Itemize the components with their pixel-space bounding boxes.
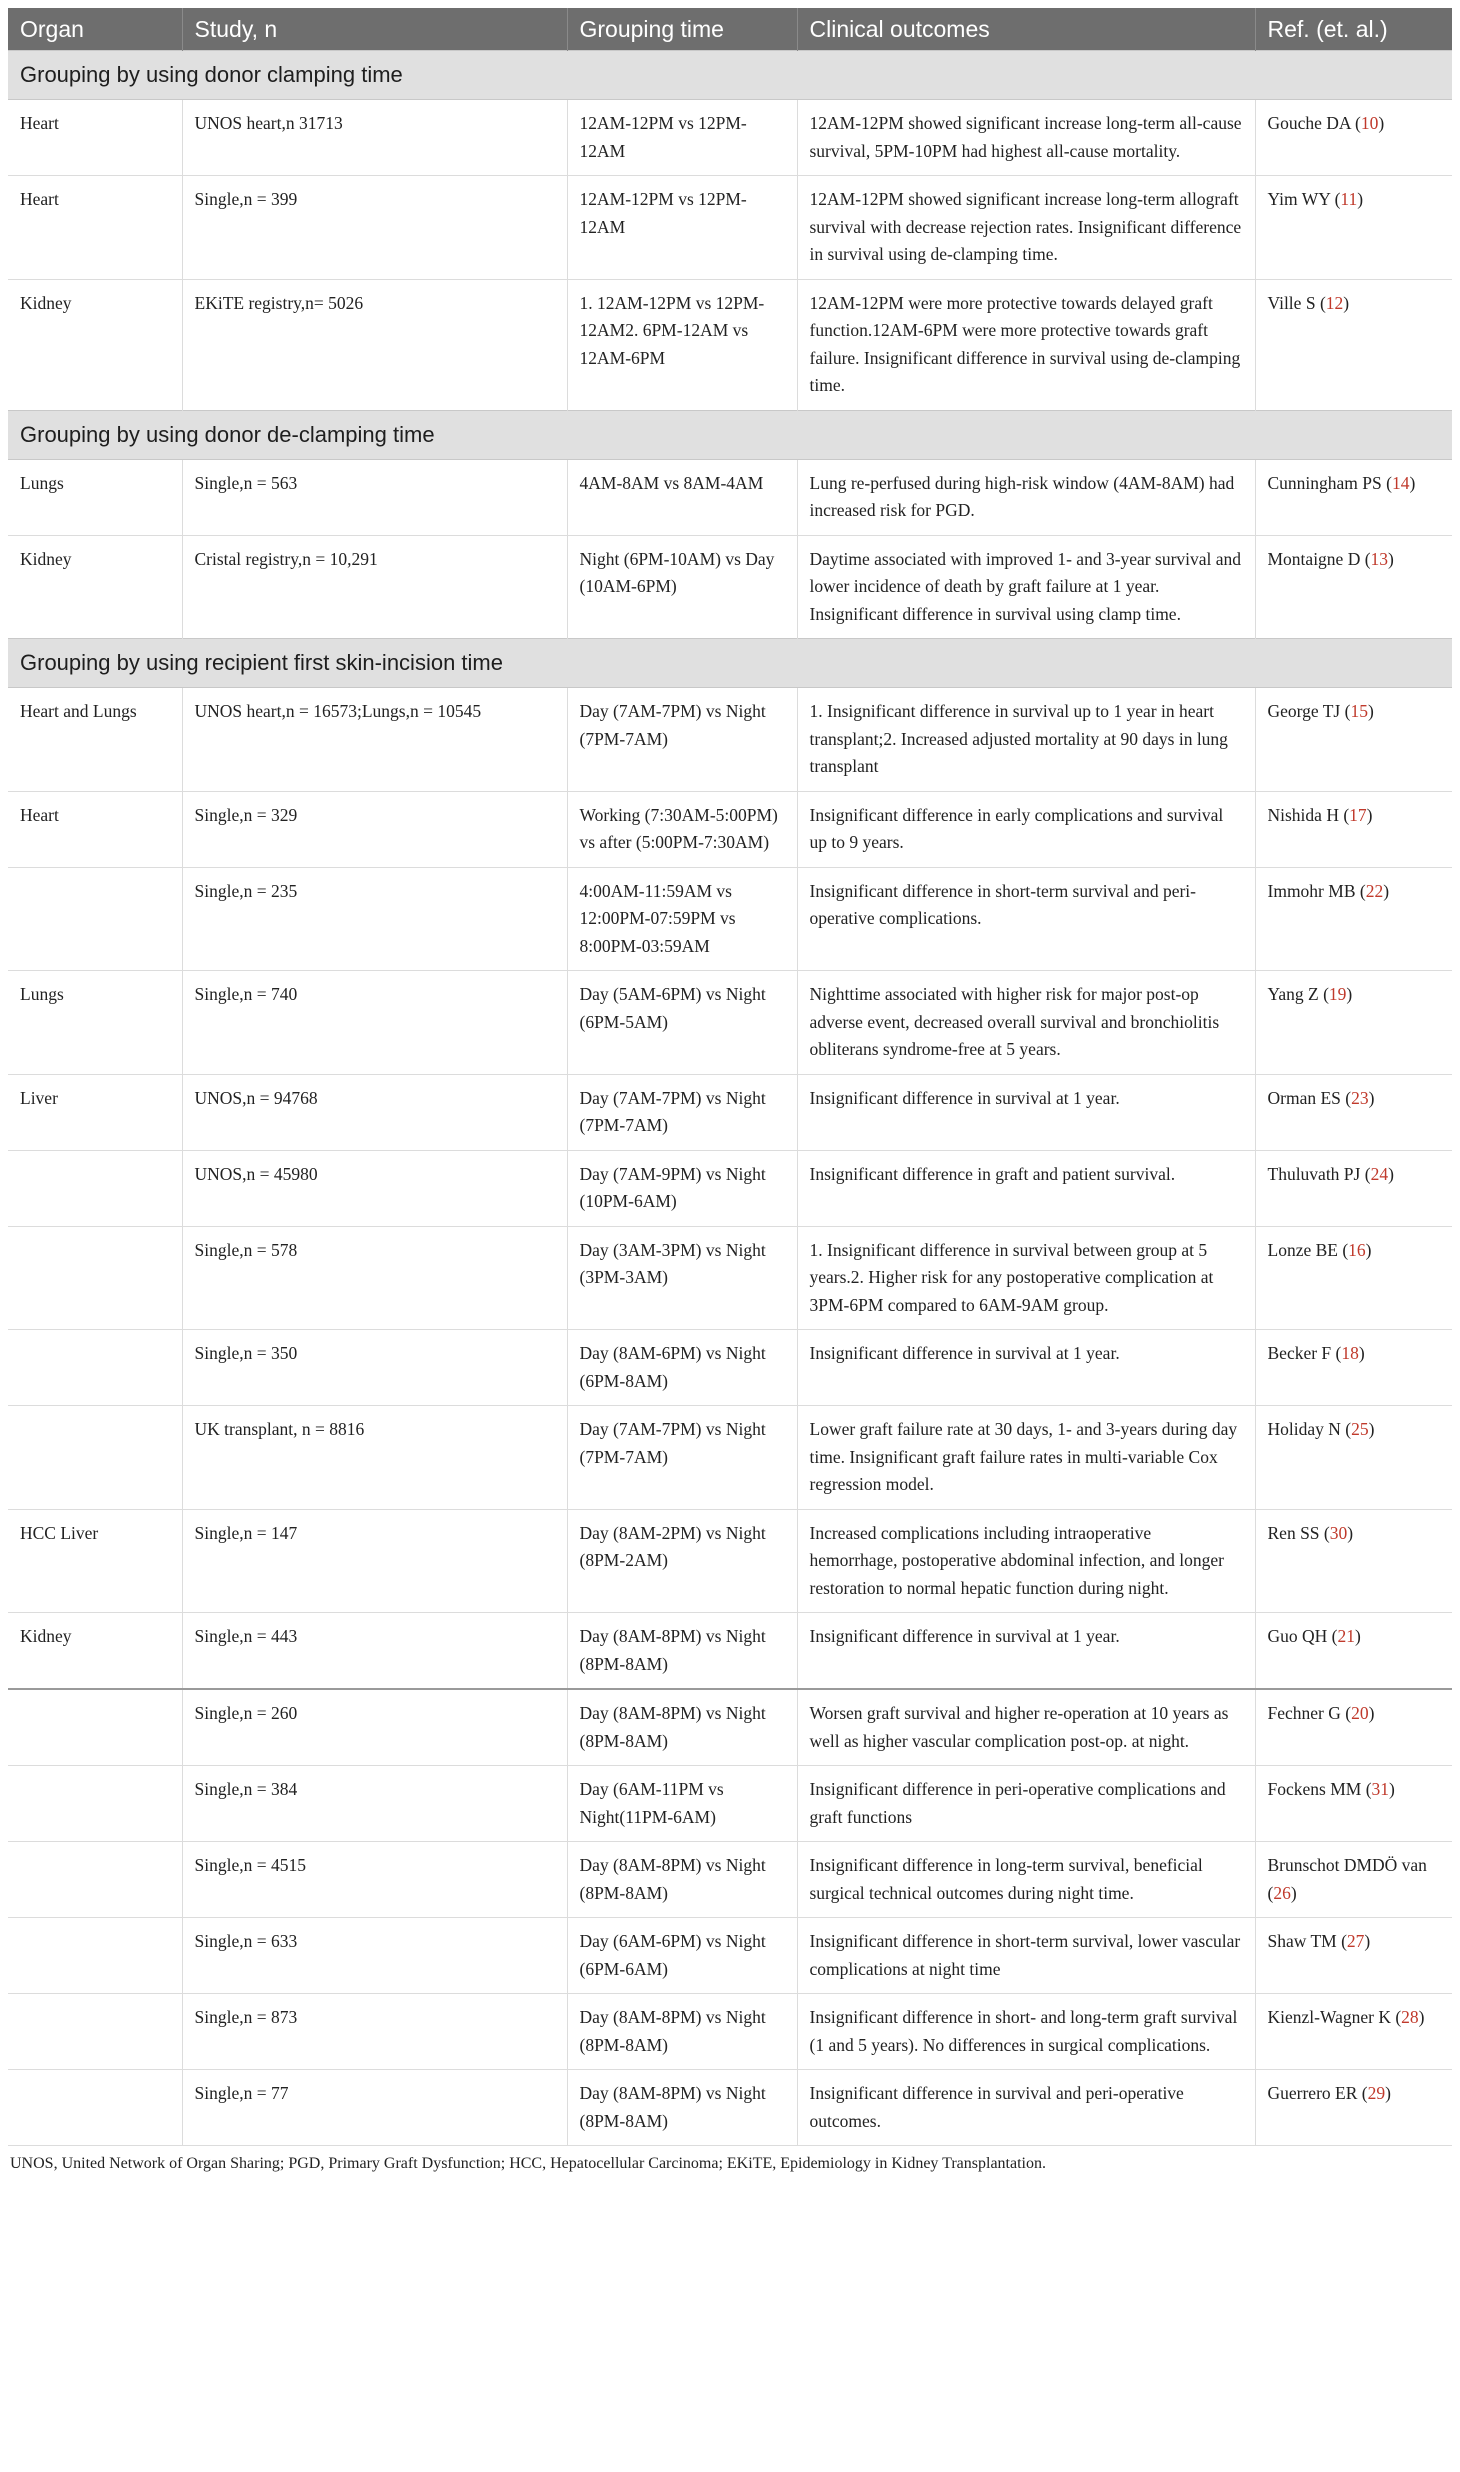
reference-author: Guo QH: [1267, 1626, 1328, 1646]
reference-author: Nishida H: [1267, 804, 1339, 825]
cell-grouping-time: 12AM-12PM vs 12PM-12AM: [567, 176, 797, 280]
cell-clinical-outcome: Lung re-perfused during high-risk window (4AM-8AM) had increased risk for PGD.: [797, 459, 1255, 535]
cell-study: Single,n = 329: [182, 791, 567, 867]
reference-number-link[interactable]: 16: [1348, 1239, 1366, 1260]
cell-study: Single,n = 147: [182, 1509, 567, 1613]
cell-grouping-time: Day (6AM-11PM vs Night(11PM-6AM): [567, 1766, 797, 1842]
cell-reference: Nishida H (17): [1255, 791, 1452, 867]
table-row: [8, 1918, 1452, 1994]
cell-reference: Ren SS (30): [1255, 1509, 1452, 1613]
cell-organ: [8, 2070, 182, 2146]
cell-clinical-outcome: Nighttime associated with higher risk for major post-op adverse event, decreased overall survival and bronchiolitis obliterans syndrome-free at 5 years.: [797, 971, 1255, 1075]
table-header: [8, 8, 1452, 51]
reference-number-link[interactable]: 28: [1401, 2007, 1419, 2027]
cell-clinical-outcome: Insignificant difference in survival and peri-operative outcomes.: [797, 2070, 1255, 2146]
reference-author: Guerrero ER: [1267, 2083, 1358, 2103]
cell-clinical-outcome: 1. Insignificant difference in survival up to 1 year in heart transplant;2. Increased adjusted mortality at 90 days in lung transplant: [797, 688, 1255, 792]
cell-organ: Heart: [8, 100, 182, 176]
table-row: [8, 1994, 1452, 2070]
cell-organ: [8, 1406, 182, 1510]
reference-author: Gouche DA: [1267, 113, 1351, 133]
cell-clinical-outcome: Insignificant difference in early complications and survival up to 9 years.: [797, 791, 1255, 867]
reference-number-link[interactable]: 15: [1350, 701, 1368, 721]
reference-number-link[interactable]: 12: [1325, 292, 1344, 313]
cell-clinical-outcome: Insignificant difference in survival at 1 year.: [797, 1613, 1255, 1690]
cell-grouping-time: 12AM-12PM vs 12PM-12AM: [567, 100, 797, 176]
cell-clinical-outcome: Daytime associated with improved 1- and 3-year survival and lower incidence of death by graft failure at 1 year. Insignificant difference in survival using clamp time.: [797, 535, 1255, 639]
reference-author: Fockens MM: [1267, 1779, 1362, 1799]
cell-reference: Ville S (12): [1255, 279, 1452, 410]
cell-study: Single,n = 260: [182, 1689, 567, 1766]
cell-organ: Kidney: [8, 535, 182, 639]
cell-study: Single,n = 384: [182, 1766, 567, 1842]
reference-author: Brunschot DMDÖ van: [1267, 1855, 1427, 1875]
cell-grouping-time: Day (8AM-6PM) vs Night (6PM-8AM): [567, 1330, 797, 1406]
cell-organ: [8, 1842, 182, 1918]
reference-number-link[interactable]: 14: [1391, 472, 1410, 493]
cell-organ: Liver: [8, 1074, 182, 1150]
cell-organ: [8, 1689, 182, 1766]
cell-grouping-time: Night (6PM-10AM) vs Day (10AM-6PM): [567, 535, 797, 639]
cell-study: Single,n = 578: [182, 1226, 567, 1330]
cell-clinical-outcome: Insignificant difference in graft and patient survival.: [797, 1150, 1255, 1226]
cell-reference: Guo QH (21): [1255, 1613, 1452, 1690]
cell-clinical-outcome: Worsen graft survival and higher re-operation at 10 years as well as higher vascular complication post-op. at night.: [797, 1689, 1255, 1766]
document: [8, 8, 1452, 2173]
reference-number-link[interactable]: 25: [1351, 1419, 1369, 1439]
header-reference: Ref. (et. al.): [1255, 8, 1452, 51]
group-title: Grouping by using donor de-clamping time: [8, 410, 1452, 459]
table-row: [8, 1226, 1452, 1330]
group-header-row: [8, 639, 1452, 688]
table-row: [8, 1509, 1452, 1613]
cell-study: Single,n = 350: [182, 1330, 567, 1406]
reference-number-link[interactable]: 31: [1371, 1779, 1390, 1799]
cell-grouping-time: Day (8AM-8PM) vs Night (8PM-8AM): [567, 1842, 797, 1918]
cell-study: Single,n = 633: [182, 1918, 567, 1994]
cell-study: UNOS,n = 45980: [182, 1150, 567, 1226]
cell-clinical-outcome: Insignificant difference in short-term survival and peri-operative complications.: [797, 867, 1255, 971]
group-title: Grouping by using recipient first skin-incision time: [8, 639, 1452, 688]
table-row: [8, 971, 1452, 1075]
reference-number-link[interactable]: 13: [1370, 548, 1389, 569]
cell-study: Single,n = 740: [182, 971, 567, 1075]
cell-grouping-time: Day (7AM-7PM) vs Night (7PM-7AM): [567, 1406, 797, 1510]
cell-reference: Shaw TM (27): [1255, 1918, 1452, 1994]
cell-reference: Thuluvath PJ (24): [1255, 1150, 1452, 1226]
cell-grouping-time: Day (7AM-7PM) vs Night (7PM-7AM): [567, 1074, 797, 1150]
reference-author: Holiday N: [1267, 1419, 1341, 1439]
table-row: [8, 535, 1452, 639]
cell-grouping-time: Working (7:30AM-5:00PM) vs after (5:00PM-7:30AM): [567, 791, 797, 867]
table-row: [8, 2070, 1452, 2146]
cell-grouping-time: Day (8AM-8PM) vs Night (8PM-8AM): [567, 1994, 797, 2070]
cell-clinical-outcome: 12AM-12PM showed significant increase long-term allograft survival with decrease rejection rates. Insignificant difference in survival using de-clamping time.: [797, 176, 1255, 280]
studies-table: [8, 8, 1452, 2146]
table-footnote: UNOS, United Network of Organ Sharing; PGD, Primary Graft Dysfunction; HCC, Hepatocellular Carcinoma; EKiTE, Epidemiology in Kidney Transplantation.: [10, 2155, 1046, 2172]
reference-author: Yang Z: [1267, 984, 1319, 1004]
cell-organ: [8, 867, 182, 971]
cell-grouping-time: 4AM-8AM vs 8AM-4AM: [567, 459, 797, 535]
reference-author: George TJ: [1267, 701, 1341, 721]
reference-number-link[interactable]: 21: [1337, 1626, 1355, 1646]
reference-number-link[interactable]: 19: [1328, 984, 1347, 1004]
cell-grouping-time: Day (7AM-7PM) vs Night (7PM-7AM): [567, 688, 797, 792]
reference-author: Shaw TM: [1267, 1931, 1337, 1951]
header-clinical-outcomes: Clinical outcomes: [797, 8, 1255, 51]
cell-study: Single,n = 563: [182, 459, 567, 535]
reference-author: Ville S: [1267, 292, 1316, 313]
cell-reference: Montaigne D (13): [1255, 535, 1452, 639]
cell-clinical-outcome: Insignificant difference in long-term survival, beneficial surgical technical outcomes during night time.: [797, 1842, 1255, 1918]
cell-clinical-outcome: Increased complications including intraoperative hemorrhage, postoperative abdominal infection, and longer restoration to normal hepatic function during night.: [797, 1509, 1255, 1613]
cell-reference: Guerrero ER (29): [1255, 2070, 1452, 2146]
table-row: [8, 1842, 1452, 1918]
cell-organ: [8, 1994, 182, 2070]
table-row: [8, 867, 1452, 971]
table-row: [8, 176, 1452, 280]
cell-reference: Cunningham PS (14): [1255, 459, 1452, 535]
cell-clinical-outcome: Insignificant difference in peri-operative complications and graft functions: [797, 1766, 1255, 1842]
cell-grouping-time: Day (8AM-8PM) vs Night (8PM-8AM): [567, 1689, 797, 1766]
reference-number-link[interactable]: 11: [1340, 189, 1358, 209]
reference-author: Becker F: [1267, 1343, 1332, 1363]
cell-reference: Fechner G (20): [1255, 1689, 1452, 1766]
cell-grouping-time: Day (5AM-6PM) vs Night (6PM-5AM): [567, 971, 797, 1075]
reference-author: Orman ES: [1267, 1087, 1341, 1108]
reference-number-link[interactable]: 22: [1365, 880, 1384, 901]
reference-number-link[interactable]: 26: [1273, 1882, 1291, 1903]
reference-number-link[interactable]: 17: [1349, 804, 1367, 825]
reference-author: Immohr MB: [1267, 880, 1356, 901]
cell-study: Single,n = 443: [182, 1613, 567, 1690]
cell-organ: [8, 1918, 182, 1994]
reference-number-link[interactable]: 24: [1370, 1163, 1389, 1184]
reference-number-link[interactable]: 18: [1341, 1343, 1359, 1363]
cell-grouping-time: 1. 12AM-12PM vs 12PM-12AM2. 6PM-12AM vs 12AM-6PM: [567, 279, 797, 410]
reference-author: Montaigne D: [1267, 548, 1361, 569]
cell-grouping-time: Day (3AM-3PM) vs Night (3PM-3AM): [567, 1226, 797, 1330]
cell-clinical-outcome: Insignificant difference in survival at 1 year.: [797, 1330, 1255, 1406]
cell-reference: Lonze BE (16): [1255, 1226, 1452, 1330]
table-row: [8, 688, 1452, 792]
table-row: [8, 1074, 1452, 1150]
cell-study: UNOS heart,n = 16573;Lungs,n = 10545: [182, 688, 567, 792]
reference-author: Fechner G: [1267, 1703, 1341, 1723]
header-study: Study, n: [182, 8, 567, 51]
cell-reference: Orman ES (23): [1255, 1074, 1452, 1150]
reference-author: Ren SS: [1267, 1522, 1320, 1543]
cell-study: Single,n = 873: [182, 1994, 567, 2070]
cell-study: Single,n = 4515: [182, 1842, 567, 1918]
table-row: [8, 459, 1452, 535]
reference-author: Cunningham PS: [1267, 472, 1382, 493]
cell-reference: Holiday N (25): [1255, 1406, 1452, 1510]
header-grouping-time: Grouping time: [567, 8, 797, 51]
cell-clinical-outcome: Insignificant difference in short-term survival, lower vascular complications at night time: [797, 1918, 1255, 1994]
group-header-row: [8, 410, 1452, 459]
cell-clinical-outcome: Insignificant difference in short- and long-term graft survival (1 and 5 years). No differences in surgical complications.: [797, 1994, 1255, 2070]
cell-organ: Heart and Lungs: [8, 688, 182, 792]
cell-clinical-outcome: 12AM-12PM showed significant increase long-term all-cause survival, 5PM-10PM had highest all-cause mortality.: [797, 100, 1255, 176]
table-row: [8, 1689, 1452, 1766]
cell-grouping-time: Day (7AM-9PM) vs Night (10PM-6AM): [567, 1150, 797, 1226]
header-organ: Organ: [8, 8, 182, 51]
cell-grouping-time: Day (6AM-6PM) vs Night (6PM-6AM): [567, 1918, 797, 1994]
reference-number-link[interactable]: 20: [1351, 1703, 1369, 1723]
cell-study: EKiTE registry,n= 5026: [182, 279, 567, 410]
cell-organ: Lungs: [8, 971, 182, 1075]
cell-reference: Yim WY (11): [1255, 176, 1452, 280]
cell-clinical-outcome: Lower graft failure rate at 30 days, 1- and 3-years during day time. Insignificant graft failure rates in multi-variable Cox regression model.: [797, 1406, 1255, 1510]
reference-author: Thuluvath PJ: [1267, 1163, 1361, 1184]
cell-reference: Immohr MB (22): [1255, 867, 1452, 971]
reference-number-link[interactable]: 30: [1329, 1522, 1348, 1543]
cell-organ: Lungs: [8, 459, 182, 535]
cell-organ: [8, 1150, 182, 1226]
group-title: Grouping by using donor clamping time: [8, 51, 1452, 100]
cell-grouping-time: Day (8AM-8PM) vs Night (8PM-8AM): [567, 2070, 797, 2146]
cell-organ: Kidney: [8, 279, 182, 410]
cell-grouping-time: 4:00AM-11:59AM vs 12:00PM-07:59PM vs 8:00PM-03:59AM: [567, 867, 797, 971]
cell-organ: Heart: [8, 791, 182, 867]
cell-grouping-time: Day (8AM-2PM) vs Night (8PM-2AM): [567, 1509, 797, 1613]
reference-number-link[interactable]: 29: [1367, 2083, 1386, 2103]
cell-study: Single,n = 235: [182, 867, 567, 971]
cell-reference: Becker F (18): [1255, 1330, 1452, 1406]
cell-study: Single,n = 77: [182, 2070, 567, 2146]
cell-organ: [8, 1330, 182, 1406]
cell-grouping-time: Day (8AM-8PM) vs Night (8PM-8AM): [567, 1613, 797, 1690]
cell-organ: Heart: [8, 176, 182, 280]
cell-organ: [8, 1766, 182, 1842]
table-row: [8, 100, 1452, 176]
table-row: [8, 279, 1452, 410]
table-body: [8, 51, 1452, 2146]
cell-reference: Brunschot DMDÖ van (26): [1255, 1842, 1452, 1918]
reference-author: Yim WY: [1267, 189, 1331, 209]
table-row: [8, 1330, 1452, 1406]
cell-organ: Kidney: [8, 1613, 182, 1690]
cell-clinical-outcome: 1. Insignificant difference in survival between group at 5 years.2. Higher risk for any postoperative complication at 3PM-6PM compared to 6AM-9AM group.: [797, 1226, 1255, 1330]
cell-clinical-outcome: 12AM-12PM were more protective towards delayed graft function.12AM-6PM were more protective towards graft failure. Insignificant difference in survival using de-clamping time.: [797, 279, 1255, 410]
cell-reference: Kienzl-Wagner K (28): [1255, 1994, 1452, 2070]
cell-organ: HCC Liver: [8, 1509, 182, 1613]
cell-clinical-outcome: Insignificant difference in survival at 1 year.: [797, 1074, 1255, 1150]
table-row: [8, 1766, 1452, 1842]
table-row: [8, 1406, 1452, 1510]
reference-number-link[interactable]: 27: [1346, 1931, 1365, 1951]
group-header-row: [8, 51, 1452, 100]
cell-study: UNOS heart,n 31713: [182, 100, 567, 176]
cell-study: Single,n = 399: [182, 176, 567, 280]
cell-reference: George TJ (15): [1255, 688, 1452, 792]
cell-study: UK transplant, n = 8816: [182, 1406, 567, 1510]
cell-reference: Fockens MM (31): [1255, 1766, 1452, 1842]
reference-author: Kienzl-Wagner K: [1267, 2007, 1391, 2027]
cell-reference: Yang Z (19): [1255, 971, 1452, 1075]
reference-number-link[interactable]: 23: [1351, 1087, 1369, 1108]
cell-organ: [8, 1226, 182, 1330]
cell-reference: Gouche DA (10): [1255, 100, 1452, 176]
reference-number-link[interactable]: 10: [1360, 113, 1379, 133]
cell-study: UNOS,n = 94768: [182, 1074, 567, 1150]
table-row: [8, 1150, 1452, 1226]
reference-author: Lonze BE: [1267, 1239, 1338, 1260]
table-row: [8, 1613, 1452, 1690]
table-row: [8, 791, 1452, 867]
cell-study: Cristal registry,n = 10,291: [182, 535, 567, 639]
